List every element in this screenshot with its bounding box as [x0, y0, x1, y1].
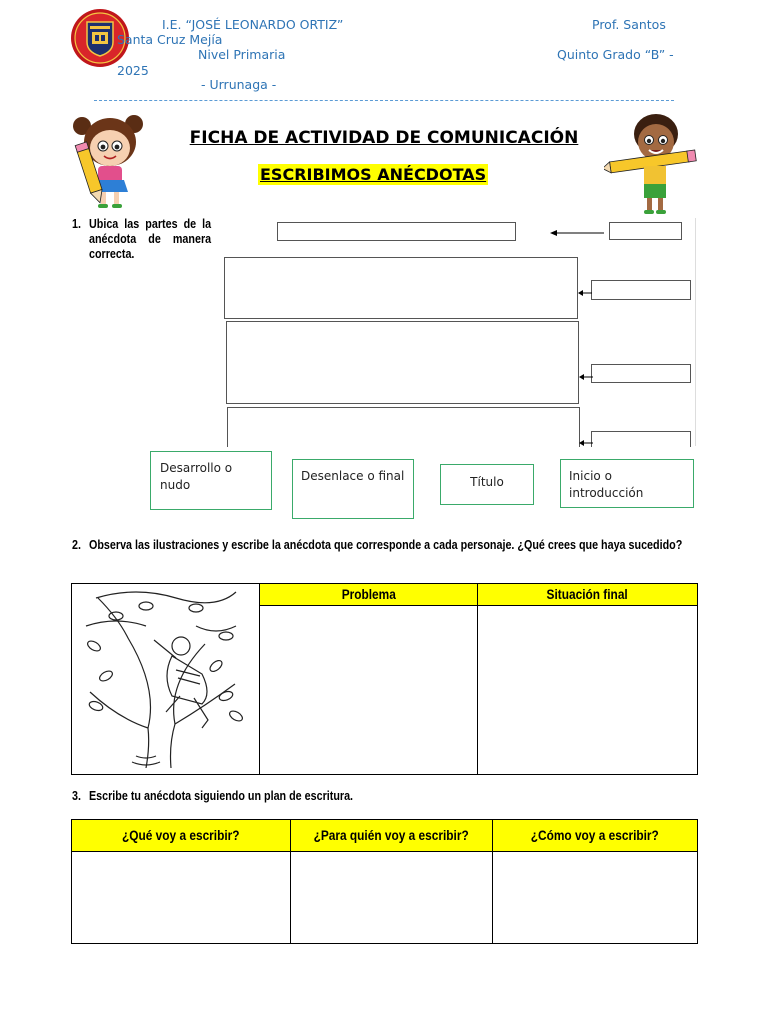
q1-number: 1.: [72, 217, 81, 231]
writing-plan-table: [71, 819, 698, 944]
boy-with-pencil-illustration: [604, 106, 700, 216]
title-answer-box[interactable]: [277, 222, 516, 241]
card-title[interactable]: Título: [440, 464, 534, 505]
what-answer-cell[interactable]: [72, 852, 291, 944]
q2-instruction: Observa las ilustraciones y escribe la anécdota que corresponde a cada personaje. ¿Qué crees que haya sucedido?: [89, 538, 683, 552]
col-header-final-situation: Situación final: [477, 584, 697, 606]
boy-climbing-tree-illustration: [72, 584, 260, 775]
page-title: FICHA DE ACTIVIDAD DE COMUNICACIÓN: [189, 128, 579, 148]
arrow-left-icon: [548, 226, 606, 238]
teacher-name-last: Santa Cruz Mejía: [117, 32, 223, 47]
q2-table: [71, 583, 698, 775]
arrow-left-icon: [578, 369, 594, 379]
q3-number: 3.: [72, 789, 81, 803]
card-introduction[interactable]: Inicio o introducción: [560, 459, 694, 508]
girl-with-pencil-illustration: [68, 108, 152, 212]
ending-section-box[interactable]: [227, 407, 580, 447]
ending-label-box[interactable]: [591, 431, 691, 447]
place-label: - Urrunaga -: [201, 77, 277, 92]
col-header-what: ¿Qué voy a escribir?: [72, 820, 291, 852]
final-situation-answer-cell[interactable]: [477, 606, 697, 775]
arrow-left-icon: [578, 435, 594, 445]
development-label-box[interactable]: [591, 364, 691, 383]
arrow-left-icon: [577, 285, 593, 295]
q1-instruction: Ubica las partes de la anécdota de manera correcta.: [89, 217, 212, 261]
col-header-how: ¿Cómo voy a escribir?: [493, 820, 698, 852]
title-label-box[interactable]: [609, 222, 682, 240]
intro-section-box[interactable]: [224, 257, 578, 319]
how-answer-cell[interactable]: [493, 852, 698, 944]
card-ending[interactable]: Desenlace o final: [292, 459, 414, 519]
school-name: I.E. “JOSÉ LEONARDO ORTIZ”: [162, 17, 344, 32]
year-label: 2025: [117, 63, 149, 78]
for-whom-answer-cell[interactable]: [290, 852, 493, 944]
page-subtitle: ESCRIBIMOS ANÉCDOTAS: [260, 165, 487, 184]
q3-instruction: Escribe tu anécdota siguiendo un plan de escritura.: [89, 789, 354, 803]
header-divider: [94, 100, 674, 101]
col-header-for-whom: ¿Para quién voy a escribir?: [290, 820, 493, 852]
school-level: Nivel Primaria: [198, 47, 286, 62]
teacher-name-first: Prof. Santos: [592, 17, 666, 32]
problem-answer-cell[interactable]: [259, 606, 477, 775]
grade-label: Quinto Grado “B” -: [557, 47, 674, 62]
col-header-problem: Problema: [259, 584, 477, 606]
intro-label-box[interactable]: [591, 280, 691, 300]
diagram-right-edge: [695, 218, 696, 446]
development-section-box[interactable]: [226, 321, 579, 404]
q2-number: 2.: [72, 538, 81, 552]
card-development[interactable]: Desarrollo o nudo: [150, 451, 272, 510]
